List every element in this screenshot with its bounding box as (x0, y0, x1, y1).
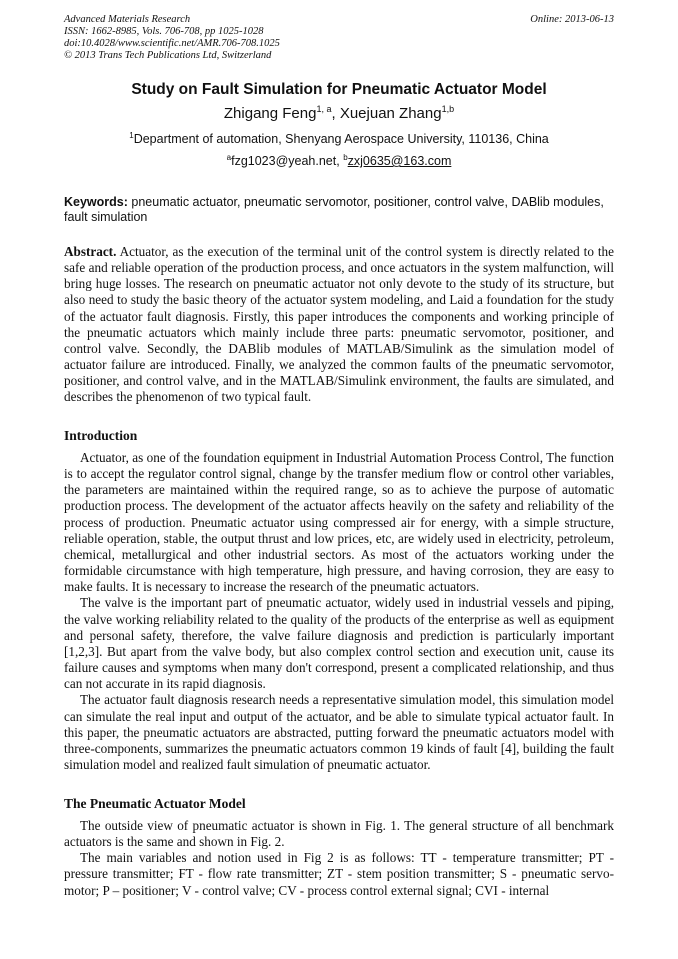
abstract-text: Actuator, as the execution of the terminal unit of the control system is directly related to the safe and reliable operation of the production process, and once actuators in the system malfunction, will bring huge losses. The research on pneumatic actuator not only devote to the study of its structure, but also need to study the basic theory of the actuator system modeling, and Laid a foundation for the study of the actuator fault diagnosis. Firstly, this paper introduces the components and working principle of the pneumatic actuators which mainly include three parts: pneumatic servomotor, positioner, and control valve. Secondly, the DABlib modules of MATLAB/Simulink as the simulation model of actuator failure are introduced. Finally, we analyzed the common faults of the pneumatic servomotor, positioner, and control valve, and in the MATLAB/Simulink environment, the faults are simulated, and describes the phenomenon of two typical fault. (64, 244, 614, 405)
affiliation-line (0, 131, 678, 146)
model-heading: The Pneumatic Actuator Model (64, 796, 246, 811)
author-separator: , (331, 105, 340, 122)
author-2: Xuejuan Zhang (339, 105, 442, 122)
intro-paragraph-3: The actuator fault diagnosis research needs a representative simulation model, this simulation model can simulate the real input and output of the actuator, and be able to simulate typical actuator fault. In this paper, the pneumatic actuators are abstracted, putting forward the pneumatic actuators model with three-components, summarizes the pneumatic actuators common 19 kinds of fault [4], building the fault simulation model and realized fault simulation of pneumatic actuator. (64, 692, 614, 772)
intro-paragraph-2: The valve is the important part of pneumatic actuator, widely used in industrial vessels and piping, the valve working reliability related to the quality of the products of the enterprise as well as equipment and personal safety, therefore, the valve failure diagnosis and prediction is particularly important [1,2,3]. But apart from the valve body, but also complex control section and execution unit, cause its failure causes and symptoms when many don't correspond, present a complicated relationship, and thus can not accurate in its rapid diagnosis. (64, 595, 614, 692)
model-paragraph-2: The main variables and notion used in Fig 2 is as follows: TT - temperature transmitter; PT - pressure transmitter; FT - flow rate transmitter; ZT - stem position transmitter; S - pneumatic servo-motor; P – positioner; V - control valve; CV - process control external signal; CVI - internal (64, 850, 614, 898)
keywords-text: pneumatic actuator, pneumatic servomotor, positioner, control valve, DABlib modules, fault simulation (64, 195, 604, 224)
author-line (0, 104, 678, 122)
doi-line: doi:10.4028/www.scientific.net/AMR.706-708.1025 (64, 38, 280, 49)
affiliation: Department of automation, Shenyang Aerospace University, 110136, China (133, 132, 549, 146)
email-b-link[interactable]: zxj0635@163.com (347, 154, 452, 168)
journal-name: Advanced Materials Research (64, 14, 191, 25)
keywords-label: Keywords: (64, 195, 128, 209)
abstract-label: Abstract. (64, 244, 117, 259)
author-2-sup: 1,b (441, 104, 455, 114)
affiliation-sup: 1 (129, 131, 134, 140)
intro-paragraph-1: Actuator, as one of the foundation equipment in Industrial Automation Process Control, The function is to accept the regulator control signal, change by the transfer medium flow or control other variables, the parameters are maintained within the required range, so as to achieve the purpose of automatic production process. The development of the actuator affects heavily on the safety and reliability of the process of production. Pneumatic actuator using compressed air for energy, with a simple structure, reliable operation, stable, the output thrust and low prices, etc, are widely used in electricity, petroleum, chemical, metallurgical and other industrial sectors. As most of the actuators working under the formidable circumstance with high temperature, high pressure, and having corrosion, they are easy to make faults. It is necessary to increase the research of the pneumatic actuators. (64, 450, 614, 595)
introduction-heading: Introduction (64, 428, 138, 443)
email-line (0, 153, 678, 168)
keywords-block (64, 195, 614, 225)
email-separator: , (336, 154, 344, 168)
paper-title: Study on Fault Simulation for Pneumatic Actuator Model (131, 81, 547, 98)
online-date: Online: 2013-06-13 (530, 14, 614, 25)
introduction-body (64, 450, 614, 773)
email-b-sup: b (343, 153, 348, 162)
issn-line: ISSN: 1662-8985, Vols. 706-708, pp 1025-1028 (64, 26, 264, 37)
email-a-sup: a (226, 153, 232, 162)
email-a: fzg1023@yeah.net (231, 154, 337, 168)
abstract-block (64, 244, 614, 406)
model-paragraph-1: The outside view of pneumatic actuator is shown in Fig. 1. The general structure of all benchmark actuators is the same and shown in Fig. 2. (64, 818, 614, 850)
author-1-sup: 1, a (316, 104, 332, 114)
model-body (64, 818, 614, 899)
author-1: Zhigang Feng (223, 105, 317, 122)
journal-header (64, 14, 494, 62)
copyright-line: © 2013 Trans Tech Publications Ltd, Switzerland (64, 50, 272, 61)
